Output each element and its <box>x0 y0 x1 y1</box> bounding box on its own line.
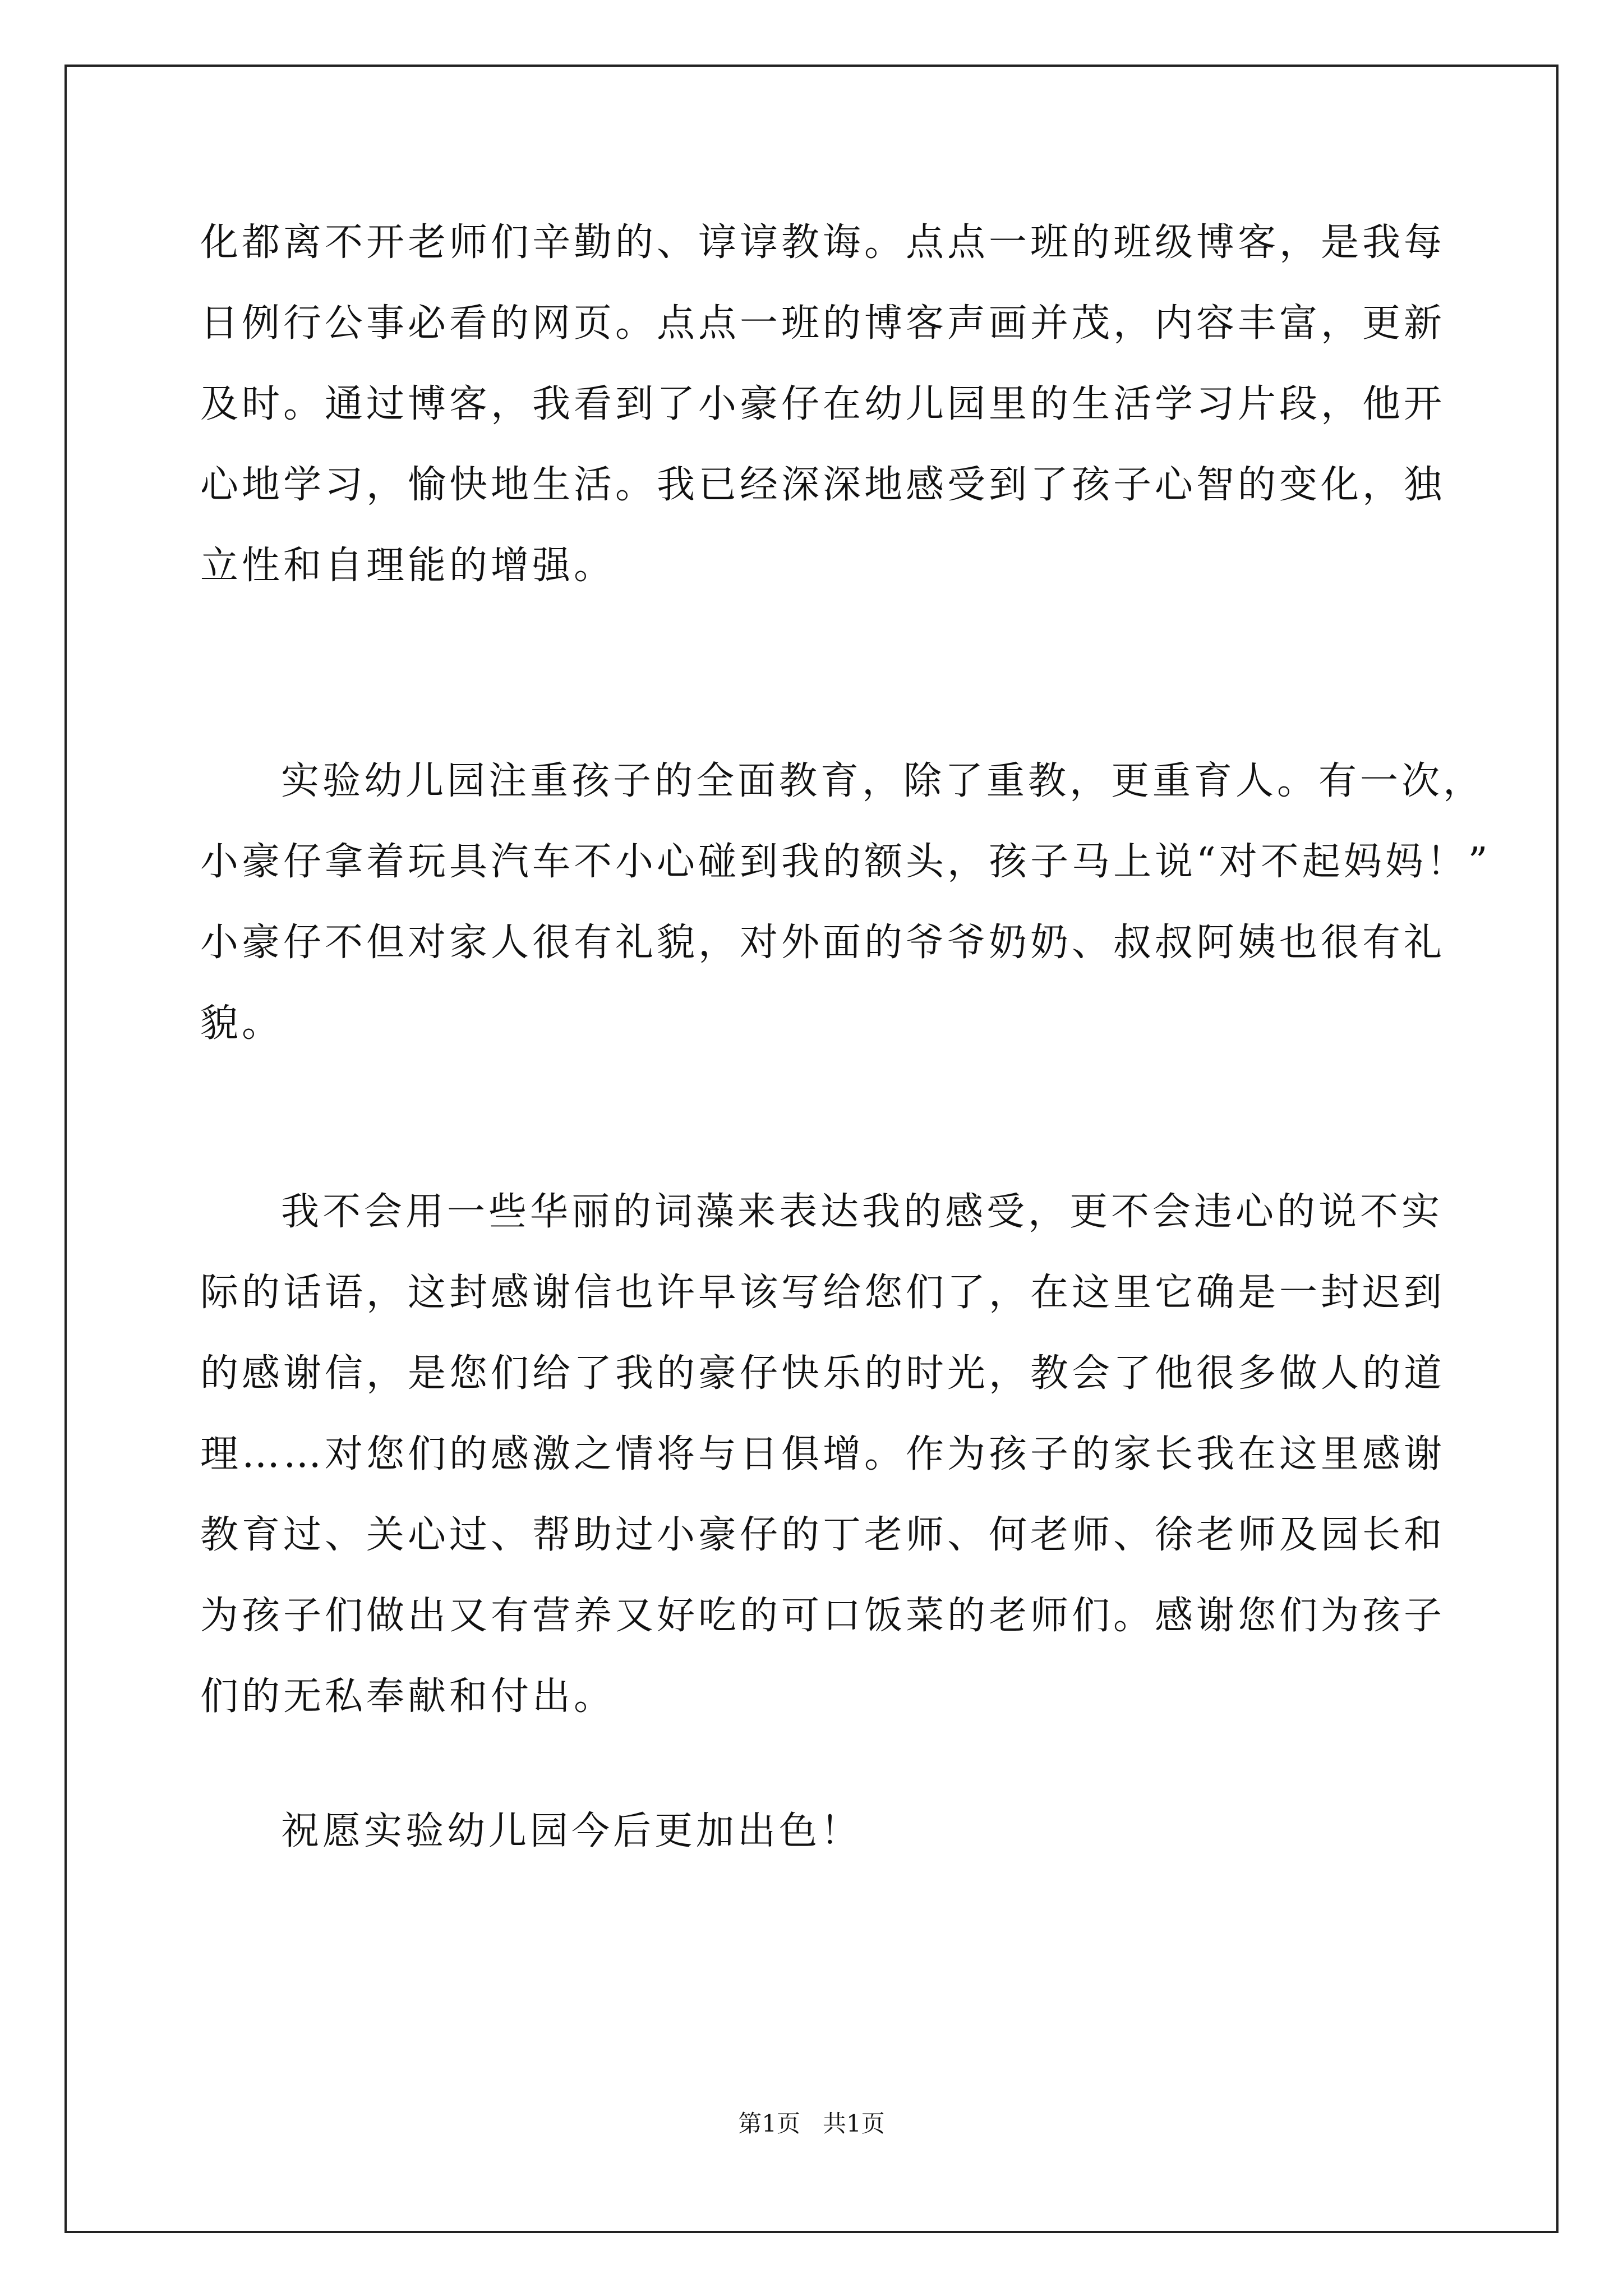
text-line: 小豪仔不但对家人很有礼貌，对外面的爷爷奶奶、叔叔阿姨也很有礼 <box>200 921 1446 965</box>
text-line: 实验幼儿园注重孩子的全面教育，除了重教，更重育人。有一次， <box>281 759 1485 803</box>
text-line: 立性和自理能的增强。 <box>200 544 616 588</box>
text-line: 教育过、关心过、帮助过小豪仔的丁老师、何老师、徐老师及园长和 <box>200 1513 1446 1557</box>
text-line: 貌。 <box>200 1001 284 1046</box>
text-line: 际的话语，这封感谢信也许早该写给您们了，在这里它确是一封迟到 <box>200 1271 1446 1315</box>
page-number-footer: 第1页 共1页 <box>738 2110 885 2137</box>
text-line: 祝愿实验幼儿园今后更加出色！ <box>281 1809 863 1853</box>
text-line: 为孩子们做出又有营养又好吃的可口饭菜的老师们。感谢您们为孩子 <box>200 1594 1446 1638</box>
text-line: 理……对您们的感激之情将与日俱增。作为孩子的家长我在这里感谢 <box>200 1432 1446 1476</box>
text-line: 日例行公事必看的网页。点点一班的博客声画并茂，内容丰富，更新 <box>200 301 1446 346</box>
text-line: 心地学习，愉快地生活。我已经深深地感受到了孩子心智的变化，独 <box>200 463 1446 507</box>
text-line: 我不会用一些华丽的词藻来表达我的感受，更不会违心的说不实 <box>281 1190 1444 1234</box>
text-line: 化都离不开老师们辛勤的、谆谆教诲。点点一班的班级博客，是我每 <box>200 220 1446 265</box>
text-line: 的感谢信，是您们给了我的豪仔快乐的时光，教会了他很多做人的道 <box>200 1351 1446 1396</box>
text-line: 及时。通过博客，我看到了小豪仔在幼儿园里的生活学习片段，他开 <box>200 382 1446 426</box>
text-line: 小豪仔拿着玩具汽车不小心碰到我的额头，孩子马上说“对不起妈妈！” <box>200 840 1491 884</box>
text-line: 们的无私奉献和付出。 <box>200 1674 616 1719</box>
